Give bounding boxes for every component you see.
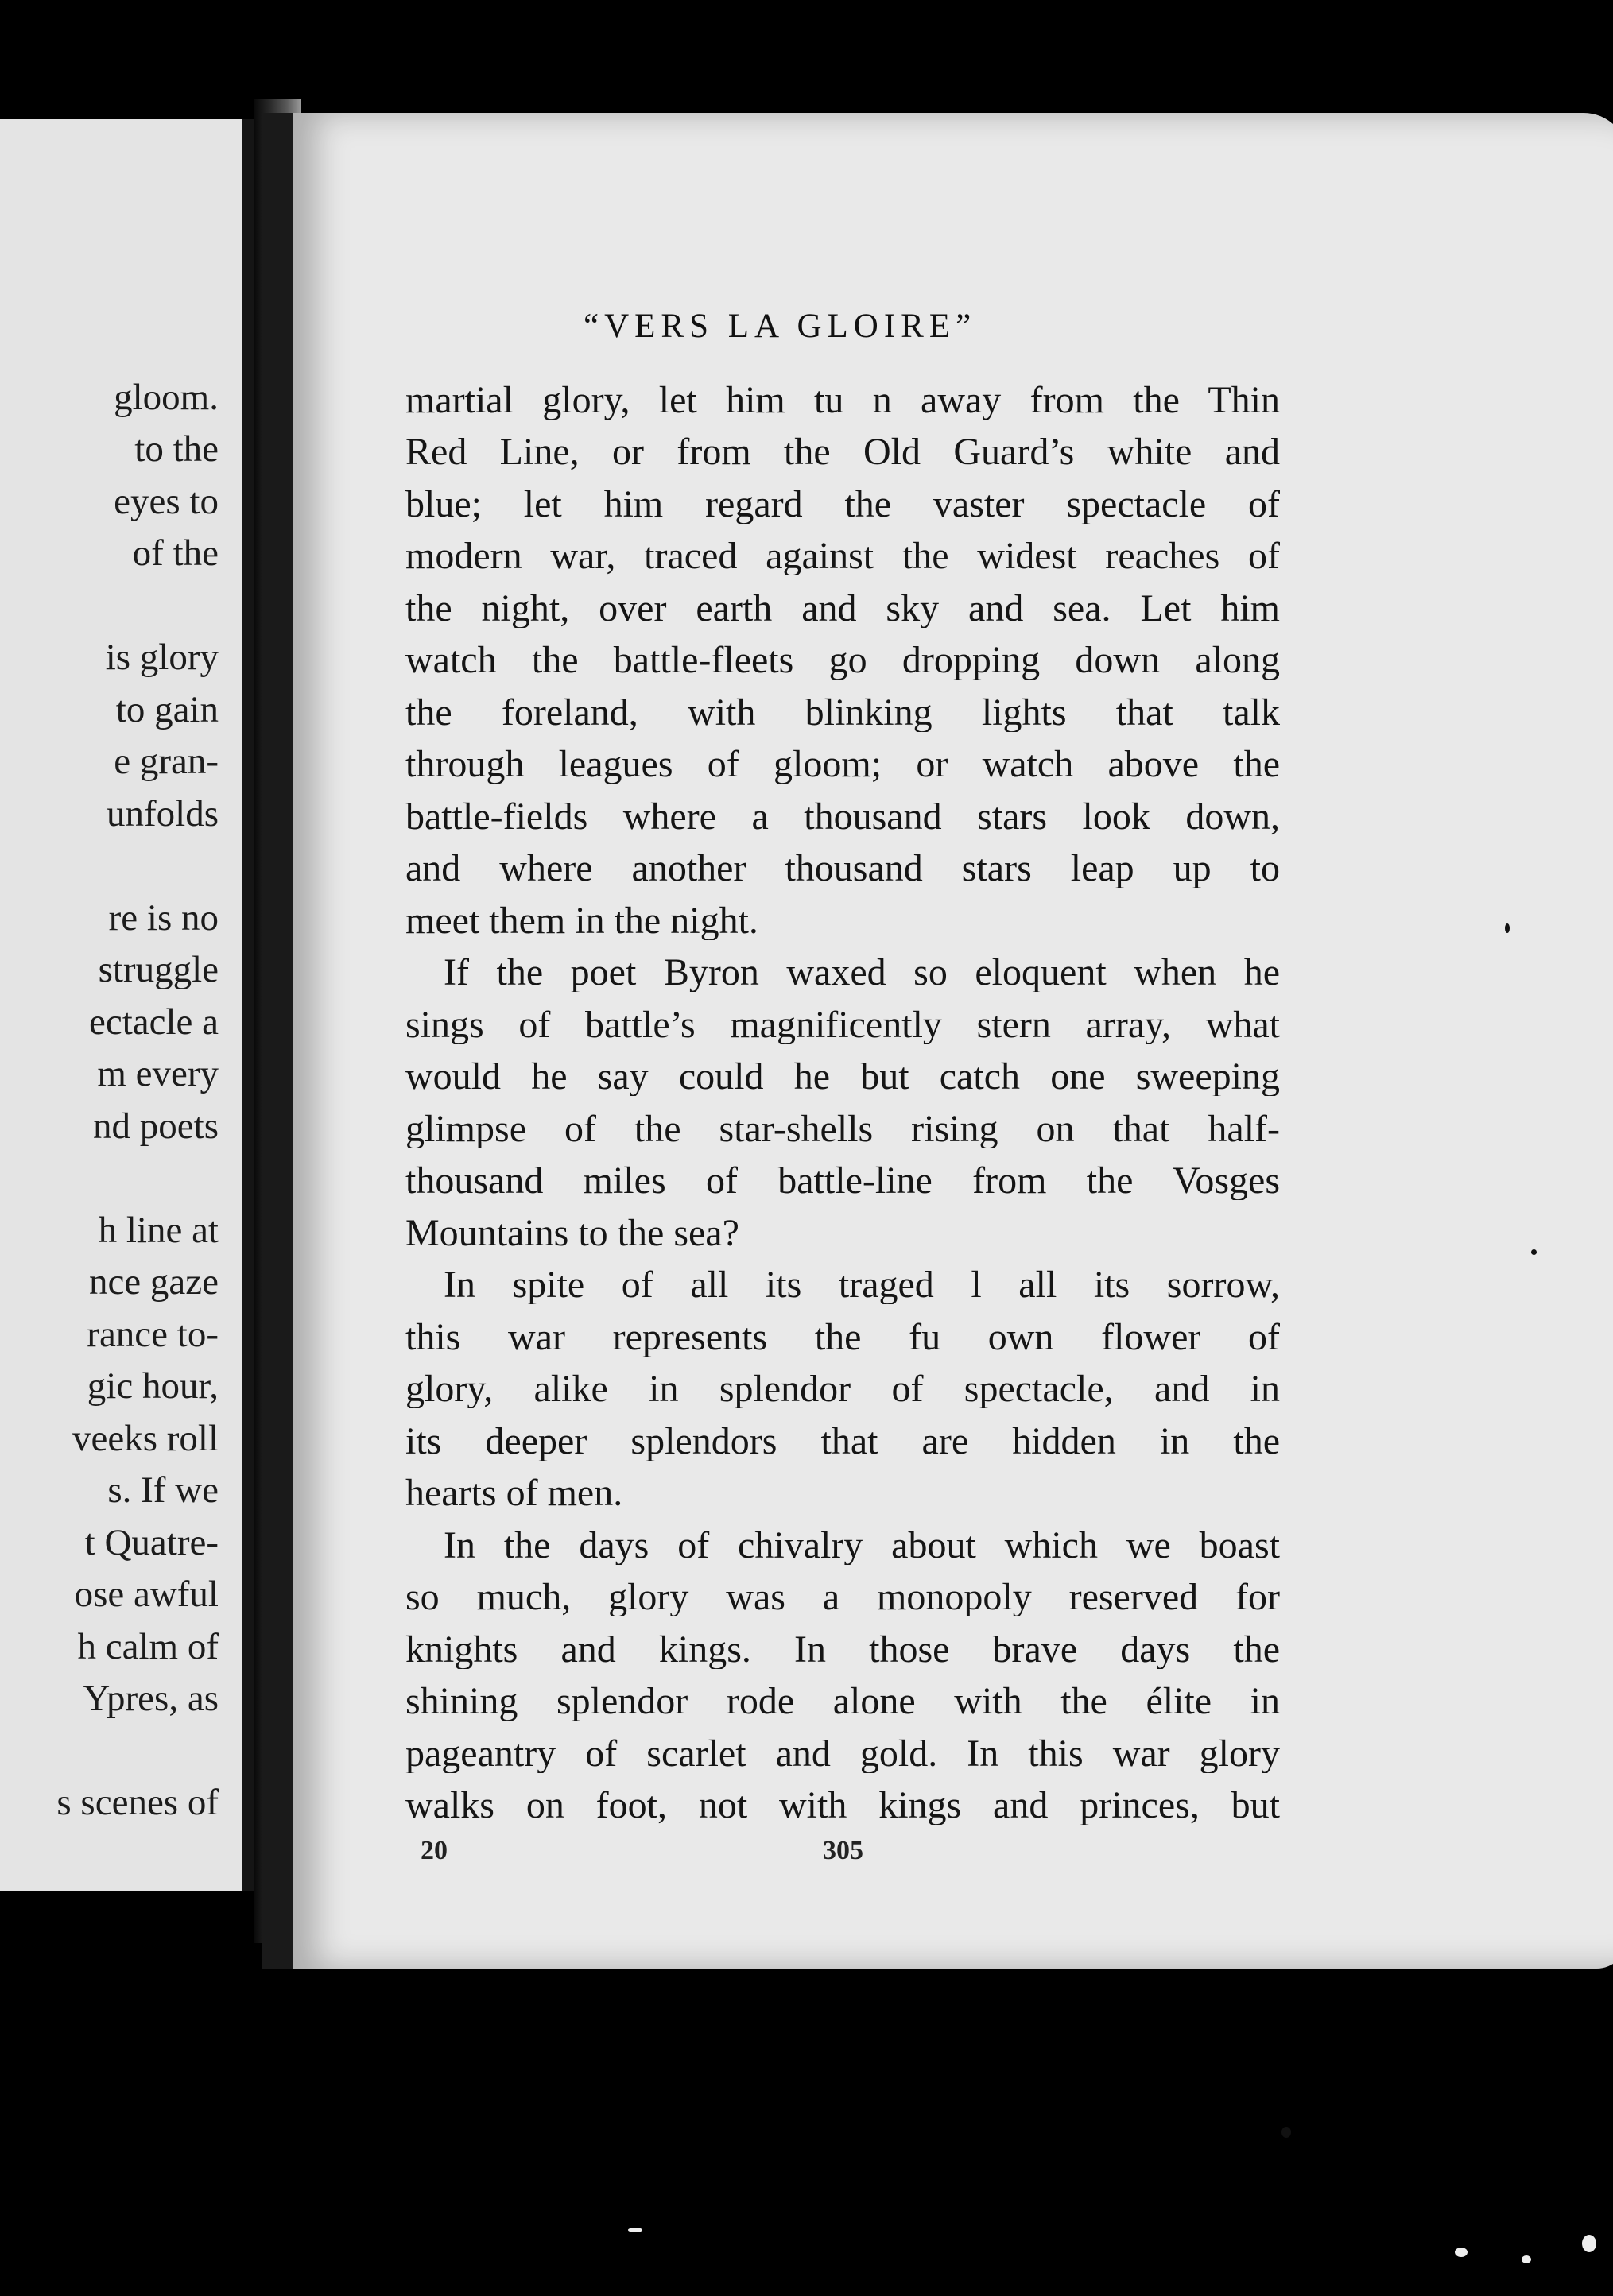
left-text-line: e gran-	[114, 741, 219, 782]
left-text-line: t Quatre-	[84, 1522, 219, 1563]
left-text-line: Ypres, as	[83, 1678, 219, 1719]
left-text-line: ose awful	[74, 1574, 219, 1615]
text-line: pageantry of scarlet and gold. In this war glory	[405, 1735, 1280, 1773]
text-line: battle-fields where a thousand stars look down,	[405, 798, 1280, 836]
scan-speck	[628, 2228, 642, 2232]
text-line: meet them in the night.	[405, 902, 758, 940]
text-line: modern war, traced against the widest reaches of	[405, 537, 1280, 575]
left-text-line: to the	[134, 428, 219, 470]
page-number: 305	[823, 1836, 863, 1865]
left-text-line: veeks roll	[72, 1418, 219, 1459]
text-line: watch the battle-fleets go dropping down along	[405, 641, 1280, 680]
text-line: martial glory, let him tu n away from the Thin	[405, 381, 1280, 420]
scan-speck	[1582, 2235, 1596, 2252]
text-line: this war represents the fu own flower of	[405, 1318, 1280, 1357]
left-text-line: rance to-	[87, 1314, 219, 1355]
left-text-line: nd poets	[93, 1105, 219, 1147]
text-line: glimpse of the star-shells rising on that half-	[405, 1110, 1280, 1148]
text-line: In spite of all its traged l all its sorrow,	[444, 1266, 1280, 1304]
left-text-line: of the	[132, 532, 219, 574]
left-text-line: h calm of	[77, 1626, 219, 1667]
text-line: the night, over earth and sky and sea. Let him	[405, 590, 1280, 628]
running-head: “VERS LA GLOIRE”	[584, 308, 977, 345]
left-text-line: h line at	[98, 1210, 219, 1251]
scan-speck	[1455, 2248, 1468, 2257]
signature-mark: 20	[421, 1836, 448, 1865]
text-line: knights and kings. In those brave days the	[405, 1631, 1280, 1669]
scan-speck	[1531, 1249, 1537, 1255]
text-line: so much, glory was a monopoly reserved for	[405, 1578, 1280, 1616]
left-text-line: eyes to	[114, 481, 219, 522]
text-line: Red Line, or from the Old Guard’s white and	[405, 433, 1280, 471]
left-text-line: gic hour,	[87, 1365, 219, 1407]
left-page-fragment	[0, 119, 254, 1891]
left-text-line: s scenes of	[56, 1782, 219, 1823]
text-line: its deeper splendors that are hidden in the	[405, 1423, 1280, 1461]
text-line: the foreland, with blinking lights that talk	[405, 694, 1280, 732]
scan-speck	[1522, 2255, 1531, 2263]
left-text-line: unfolds	[107, 793, 219, 834]
text-line: blue; let him regard the vaster spectacle of	[405, 486, 1280, 524]
text-line: thousand miles of battle-line from the Vosges	[405, 1162, 1280, 1200]
text-line: shining splendor rode alone with the élite in	[405, 1682, 1280, 1721]
left-text-line: nce gaze	[88, 1261, 219, 1303]
scan-speck	[1281, 2127, 1291, 2138]
text-line: walks on foot, not with kings and princes, but	[405, 1787, 1280, 1825]
left-text-line: re is no	[108, 897, 219, 939]
text-line: sings of battle’s magnificently stern array, what	[405, 1006, 1280, 1044]
text-line: hearts of men.	[405, 1474, 623, 1512]
left-text-line: to gain	[115, 689, 219, 730]
text-line: and where another thousand stars leap up to	[405, 850, 1280, 888]
text-line: would he say could he but catch one sweeping	[405, 1058, 1280, 1096]
left-text-line: gloom.	[114, 377, 219, 418]
left-text-line: struggle	[98, 949, 219, 990]
text-line: through leagues of gloom; or watch above the	[405, 745, 1280, 784]
scan-speck	[1505, 923, 1510, 933]
text-line: In the days of chivalry about which we boast	[444, 1527, 1280, 1565]
left-text-line: s. If we	[107, 1469, 219, 1511]
left-text-line: ectacle a	[88, 1001, 219, 1043]
text-line: If the poet Byron waxed so eloquent when he	[444, 954, 1280, 992]
left-text-line: m every	[97, 1053, 219, 1094]
left-text-line: is glory	[105, 637, 219, 678]
text-line: glory, alike in splendor of spectacle, and in	[405, 1370, 1280, 1408]
text-line: Mountains to the sea?	[405, 1214, 739, 1253]
